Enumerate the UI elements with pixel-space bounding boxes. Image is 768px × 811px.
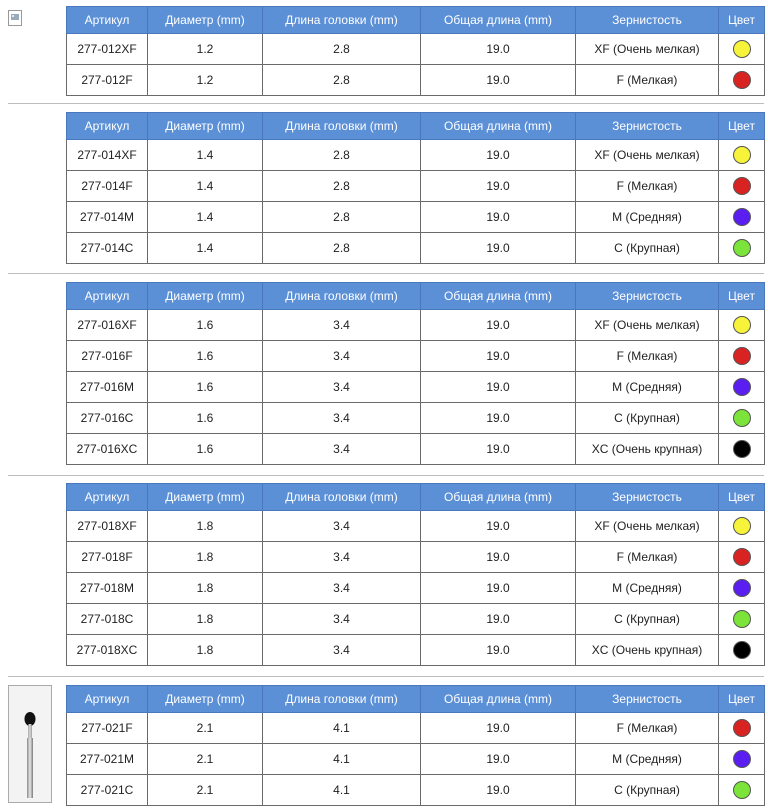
cell-grit: M (Средняя) xyxy=(576,202,719,233)
table-row xyxy=(67,775,765,806)
cell-grit: M (Средняя) xyxy=(576,573,719,604)
cell-article: 277-014XF xyxy=(67,140,148,171)
table-row xyxy=(67,34,765,65)
grit-color-dot xyxy=(733,750,751,768)
header-total-length: Общая длина (mm) xyxy=(421,686,576,713)
cell-grit: M (Средняя) xyxy=(576,372,719,403)
cell-color xyxy=(719,171,765,202)
cell-diameter: 1.6 xyxy=(148,403,263,434)
cell-article: 277-018C xyxy=(67,604,148,635)
cell-head-length: 2.8 xyxy=(263,65,421,96)
cell-grit: C (Крупная) xyxy=(576,604,719,635)
cell-article: 277-016M xyxy=(67,372,148,403)
cell-color xyxy=(719,310,765,341)
cell-grit: F (Мелкая) xyxy=(576,341,719,372)
table-header-row xyxy=(67,113,765,140)
cell-article: 277-014M xyxy=(67,202,148,233)
cell-head-length: 4.1 xyxy=(263,713,421,744)
cell-diameter: 1.8 xyxy=(148,542,263,573)
table-header-row xyxy=(67,7,765,34)
cell-total-length: 19.0 xyxy=(421,372,576,403)
cell-grit: XC (Очень крупная) xyxy=(576,635,719,666)
cell-diameter: 1.8 xyxy=(148,573,263,604)
table-row xyxy=(67,341,765,372)
grit-color-dot xyxy=(733,781,751,799)
cell-diameter: 1.8 xyxy=(148,511,263,542)
grit-color-dot xyxy=(733,347,751,365)
cell-total-length: 19.0 xyxy=(421,34,576,65)
grit-color-dot xyxy=(733,719,751,737)
table-row xyxy=(67,604,765,635)
cell-color xyxy=(719,511,765,542)
cell-total-length: 19.0 xyxy=(421,775,576,806)
header-color: Цвет xyxy=(719,686,765,713)
header-color: Цвет xyxy=(719,7,765,34)
cell-article: 277-016XF xyxy=(67,310,148,341)
cell-total-length: 19.0 xyxy=(421,140,576,171)
table-row xyxy=(67,202,765,233)
cell-color xyxy=(719,635,765,666)
table-row xyxy=(67,542,765,573)
cell-total-length: 19.0 xyxy=(421,171,576,202)
header-grit: Зернистость xyxy=(576,484,719,511)
grit-color-dot xyxy=(733,71,751,89)
cell-head-length: 3.4 xyxy=(263,604,421,635)
table-row xyxy=(67,65,765,96)
cell-color xyxy=(719,775,765,806)
cell-total-length: 19.0 xyxy=(421,233,576,264)
cell-article: 277-018XC xyxy=(67,635,148,666)
cell-grit: F (Мелкая) xyxy=(576,713,719,744)
header-total-length: Общая длина (mm) xyxy=(421,283,576,310)
cell-article: 277-016C xyxy=(67,403,148,434)
grit-color-dot xyxy=(733,378,751,396)
header-grit: Зернистость xyxy=(576,283,719,310)
header-grit: Зернистость xyxy=(576,113,719,140)
cell-head-length: 3.4 xyxy=(263,511,421,542)
cell-head-length: 2.8 xyxy=(263,140,421,171)
broken-image-icon xyxy=(8,10,22,26)
header-head-length: Длина головки (mm) xyxy=(263,283,421,310)
group-separator xyxy=(8,273,764,274)
cell-diameter: 1.6 xyxy=(148,310,263,341)
header-diameter: Диаметр (mm) xyxy=(148,7,263,34)
cell-total-length: 19.0 xyxy=(421,202,576,233)
cell-total-length: 19.0 xyxy=(421,573,576,604)
header-total-length: Общая длина (mm) xyxy=(421,7,576,34)
cell-grit: XC (Очень крупная) xyxy=(576,434,719,465)
cell-article: 277-021C xyxy=(67,775,148,806)
cell-color xyxy=(719,341,765,372)
cell-head-length: 4.1 xyxy=(263,744,421,775)
cell-grit: F (Мелкая) xyxy=(576,171,719,202)
cell-head-length: 4.1 xyxy=(263,775,421,806)
cell-grit: C (Крупная) xyxy=(576,775,719,806)
cell-color xyxy=(719,573,765,604)
cell-head-length: 2.8 xyxy=(263,202,421,233)
cell-total-length: 19.0 xyxy=(421,744,576,775)
product-image xyxy=(8,685,52,803)
cell-article: 277-018M xyxy=(67,573,148,604)
group-separator xyxy=(8,103,764,104)
cell-article: 277-016XC xyxy=(67,434,148,465)
cell-color xyxy=(719,140,765,171)
cell-color xyxy=(719,233,765,264)
cell-grit: XF (Очень мелкая) xyxy=(576,511,719,542)
cell-article: 277-014C xyxy=(67,233,148,264)
cell-diameter: 1.2 xyxy=(148,34,263,65)
cell-diameter: 1.4 xyxy=(148,140,263,171)
spec-table xyxy=(66,483,765,666)
table-row xyxy=(67,713,765,744)
cell-grit: XF (Очень мелкая) xyxy=(576,140,719,171)
cell-total-length: 19.0 xyxy=(421,511,576,542)
cell-head-length: 3.4 xyxy=(263,635,421,666)
cell-color xyxy=(719,372,765,403)
table-header-row xyxy=(67,283,765,310)
cell-color xyxy=(719,403,765,434)
cell-grit: M (Средняя) xyxy=(576,744,719,775)
cell-total-length: 19.0 xyxy=(421,65,576,96)
cell-diameter: 1.8 xyxy=(148,604,263,635)
table-row xyxy=(67,233,765,264)
cell-total-length: 19.0 xyxy=(421,341,576,372)
cell-total-length: 19.0 xyxy=(421,604,576,635)
cell-head-length: 3.4 xyxy=(263,434,421,465)
grit-color-dot xyxy=(733,316,751,334)
header-head-length: Длина головки (mm) xyxy=(263,686,421,713)
cell-head-length: 3.4 xyxy=(263,341,421,372)
cell-color xyxy=(719,34,765,65)
grit-color-dot xyxy=(733,239,751,257)
cell-color xyxy=(719,434,765,465)
grit-color-dot xyxy=(733,208,751,226)
cell-total-length: 19.0 xyxy=(421,635,576,666)
cell-grit: C (Крупная) xyxy=(576,233,719,264)
cell-total-length: 19.0 xyxy=(421,542,576,573)
cell-color xyxy=(719,65,765,96)
spec-table xyxy=(66,6,765,96)
grit-color-dot xyxy=(733,440,751,458)
table-row xyxy=(67,403,765,434)
cell-diameter: 1.4 xyxy=(148,233,263,264)
spec-table xyxy=(66,685,765,806)
header-color: Цвет xyxy=(719,484,765,511)
header-total-length: Общая длина (mm) xyxy=(421,484,576,511)
cell-total-length: 19.0 xyxy=(421,403,576,434)
table-row xyxy=(67,171,765,202)
header-grit: Зернистость xyxy=(576,686,719,713)
cell-diameter: 1.8 xyxy=(148,635,263,666)
cell-head-length: 3.4 xyxy=(263,542,421,573)
grit-color-dot xyxy=(733,517,751,535)
header-grit: Зернистость xyxy=(576,7,719,34)
header-head-length: Длина головки (mm) xyxy=(263,113,421,140)
cell-diameter: 1.6 xyxy=(148,434,263,465)
header-head-length: Длина головки (mm) xyxy=(263,484,421,511)
header-total-length: Общая длина (mm) xyxy=(421,113,576,140)
grit-color-dot xyxy=(733,146,751,164)
cell-total-length: 19.0 xyxy=(421,434,576,465)
header-head-length: Длина головки (mm) xyxy=(263,7,421,34)
cell-color xyxy=(719,542,765,573)
cell-diameter: 1.6 xyxy=(148,341,263,372)
header-article: Артикул xyxy=(67,113,148,140)
header-article: Артикул xyxy=(67,283,148,310)
cell-color xyxy=(719,744,765,775)
cell-head-length: 3.4 xyxy=(263,372,421,403)
table-row xyxy=(67,310,765,341)
cell-grit: F (Мелкая) xyxy=(576,542,719,573)
cell-head-length: 2.8 xyxy=(263,171,421,202)
cell-color xyxy=(719,202,765,233)
header-diameter: Диаметр (mm) xyxy=(148,113,263,140)
table-row xyxy=(67,372,765,403)
grit-color-dot xyxy=(733,579,751,597)
table-row xyxy=(67,140,765,171)
header-article: Артикул xyxy=(67,484,148,511)
cell-diameter: 2.1 xyxy=(148,744,263,775)
cell-grit: XF (Очень мелкая) xyxy=(576,310,719,341)
cell-article: 277-018F xyxy=(67,542,148,573)
grit-color-dot xyxy=(733,409,751,427)
spec-table xyxy=(66,112,765,264)
grit-color-dot xyxy=(733,40,751,58)
grit-color-dot xyxy=(733,548,751,566)
cell-diameter: 1.2 xyxy=(148,65,263,96)
table-row xyxy=(67,744,765,775)
header-article: Артикул xyxy=(67,686,148,713)
table-row xyxy=(67,635,765,666)
cell-diameter: 2.1 xyxy=(148,775,263,806)
table-row xyxy=(67,511,765,542)
grit-color-dot xyxy=(733,641,751,659)
cell-diameter: 1.4 xyxy=(148,202,263,233)
header-color: Цвет xyxy=(719,283,765,310)
cell-article: 277-021M xyxy=(67,744,148,775)
table-row xyxy=(67,573,765,604)
cell-color xyxy=(719,713,765,744)
header-article: Артикул xyxy=(67,7,148,34)
cell-article: 277-018XF xyxy=(67,511,148,542)
cell-head-length: 3.4 xyxy=(263,310,421,341)
table-row xyxy=(67,434,765,465)
group-separator xyxy=(8,475,764,476)
spec-table xyxy=(66,282,765,465)
cell-grit: C (Крупная) xyxy=(576,403,719,434)
cell-head-length: 3.4 xyxy=(263,403,421,434)
table-header-row xyxy=(67,686,765,713)
cell-article: 277-014F xyxy=(67,171,148,202)
cell-diameter: 2.1 xyxy=(148,713,263,744)
cell-grit: F (Мелкая) xyxy=(576,65,719,96)
header-diameter: Диаметр (mm) xyxy=(148,283,263,310)
cell-diameter: 1.6 xyxy=(148,372,263,403)
cell-color xyxy=(719,604,765,635)
group-separator xyxy=(8,676,764,677)
cell-head-length: 3.4 xyxy=(263,573,421,604)
cell-total-length: 19.0 xyxy=(421,713,576,744)
grit-color-dot xyxy=(733,177,751,195)
cell-article: 277-012F xyxy=(67,65,148,96)
cell-head-length: 2.8 xyxy=(263,34,421,65)
cell-article: 277-021F xyxy=(67,713,148,744)
header-diameter: Диаметр (mm) xyxy=(148,686,263,713)
cell-article: 277-016F xyxy=(67,341,148,372)
cell-total-length: 19.0 xyxy=(421,310,576,341)
header-color: Цвет xyxy=(719,113,765,140)
cell-article: 277-012XF xyxy=(67,34,148,65)
cell-grit: XF (Очень мелкая) xyxy=(576,34,719,65)
cell-diameter: 1.4 xyxy=(148,171,263,202)
grit-color-dot xyxy=(733,610,751,628)
header-diameter: Диаметр (mm) xyxy=(148,484,263,511)
table-header-row xyxy=(67,484,765,511)
bur-image-icon xyxy=(9,686,51,802)
cell-head-length: 2.8 xyxy=(263,233,421,264)
